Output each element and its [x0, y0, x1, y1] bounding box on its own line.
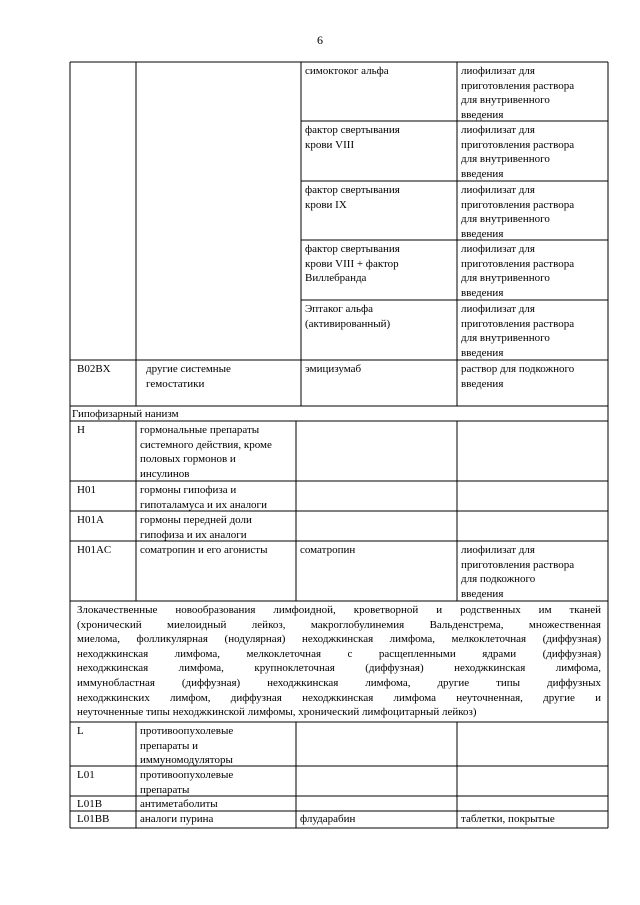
dosage-form-cell: лиофилизат для приготовления раствора для внутривенного введения [461, 124, 575, 180]
atc-code-cell: L01 [77, 769, 95, 781]
drug-cell: флударабин [300, 813, 356, 825]
atc-group-cell: противоопухолевые препараты и иммуномодуляторы [140, 725, 234, 767]
atc-code-cell: L01B [77, 798, 103, 810]
dosage-form-cell: лиофилизат для приготовления раствора для внутривенного введения [461, 184, 575, 240]
atc-code-cell: H01AC [77, 544, 112, 556]
atc-group-cell: гормоны передней доли гипофиза и их аналоги [140, 514, 252, 541]
atc-code-cell: B02BX [77, 363, 111, 375]
dosage-form-cell: раствор для подкожного введения [461, 363, 575, 390]
atc-group-cell: соматропин и его агонисты [140, 544, 268, 556]
atc-code-cell: L01BB [77, 813, 110, 825]
atc-group-cell: противоопухолевые препараты [140, 769, 234, 796]
atc-group-cell: антиметаболиты [140, 798, 218, 810]
section-heading: Злокачественные новообразования лимфоидной, кроветворной и родственных им тканей (хронический миелоидный лейкоз, макроглобулинемия Вальденстрема, множественная миелома, фолликулярная (нодулярная) неходжкинская лимфома, мелкоклеточная (диффузная) неходжкинская лимфома, мелкоклеточная с расщепленными ядрами (диффузная) неходжкинская лимфома, крупноклеточная (диффузная) неходжкинская лимфома, иммунобластная (диффузная) неходжкинская лимфома, другие типы диффузных неходжкинских лимфом, диффузная неходжкинская лимфома неуточненная, другие и неуточненные типы неходжкинской лимфомы, хронический лимфоцитарный лейкоз) [77, 604, 601, 719]
drug-cell: фактор свертывания крови IX [305, 184, 400, 211]
drug-cell: Эптаког альфа (активированный) [305, 303, 391, 330]
dosage-form-cell: лиофилизат для приготовления раствора для внутривенного введения [461, 303, 575, 359]
atc-group-cell: другие системные гемостатики [146, 363, 231, 390]
atc-group-cell: гормоны гипофиза и гипоталамуса и их аналоги [140, 484, 267, 511]
drug-cell: симоктоког альфа [305, 65, 389, 77]
drug-cell: соматропин [300, 544, 356, 556]
dosage-form-cell: таблетки, покрытые [461, 813, 555, 825]
page-number: 6 [317, 33, 323, 47]
drug-cell: фактор свертывания крови VIII [305, 124, 400, 151]
drug-cell: фактор свертывания крови VIII + фактор Виллебранда [305, 243, 400, 285]
dosage-form-cell: лиофилизат для приготовления раствора для подкожного введения [461, 544, 575, 600]
atc-code-cell: H01 [77, 484, 96, 496]
drug-cell: эмицизумаб [305, 363, 362, 375]
atc-group-cell: аналоги пурина [140, 813, 214, 825]
dosage-form-cell: лиофилизат для приготовления раствора для внутривенного введения [461, 243, 575, 299]
atc-group-cell: гормональные препараты системного действия, кроме половых гормонов и инсулинов [140, 424, 272, 480]
section-heading: Гипофизарный нанизм [72, 408, 179, 420]
dosage-form-cell: лиофилизат для приготовления раствора для внутривенного введения [461, 65, 575, 121]
atc-code-cell: H01A [77, 514, 104, 526]
atc-code-cell: H [77, 424, 85, 436]
atc-code-cell: L [77, 725, 84, 737]
